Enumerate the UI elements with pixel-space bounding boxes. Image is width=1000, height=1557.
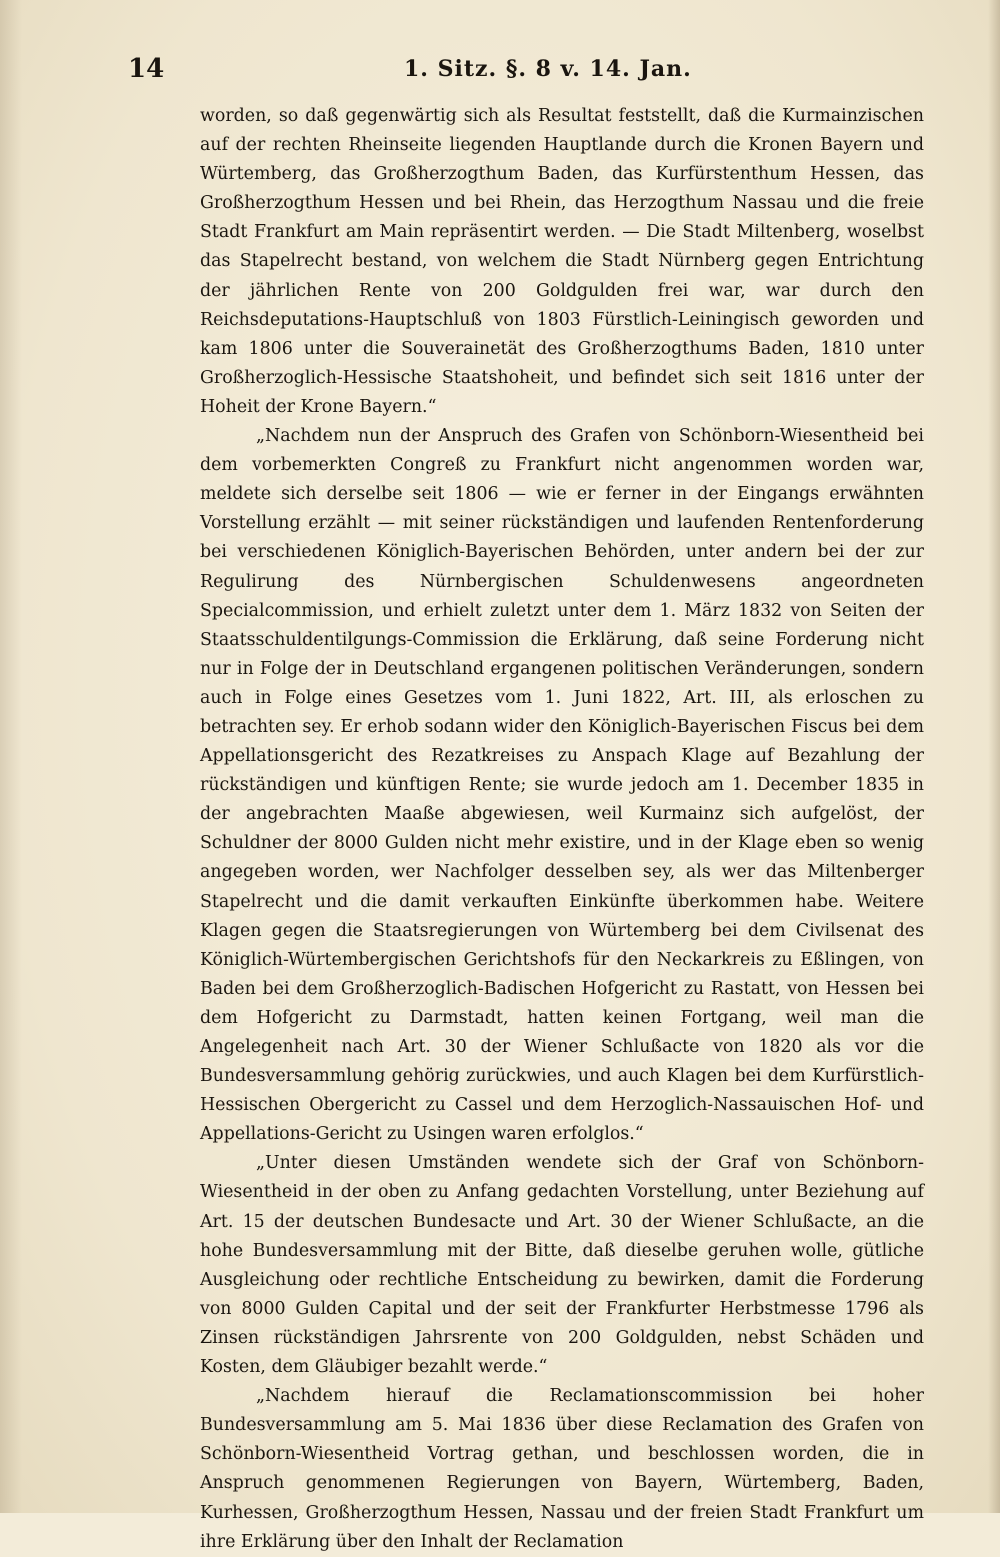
page-header [0,54,1000,94]
body-text [200,102,924,1557]
paragraph: „Nachdem hierauf die Reclamationscommission bei hoher Bundesversammlung am 5. Mai 1836 über diese Reclamation des Grafen von Schönborn-Wiesentheid Vortrag gethan, und beschlossen worden, die in Anspruch genommenen Regierungen von Bayern, Würtemberg, Baden, Kurhessen, Großherzogthum Hessen, Nassau und der freien Stadt Frankfurt um ihre Erklärung über den Inhalt der Reclamation [200,1386,924,1552]
paragraph: „Nachdem nun der Anspruch des Grafen von Schönborn-Wiesentheid bei dem vorbemerkten Congreß zu Frankfurt nicht angenommen worden war, meldete sich derselbe seit 1806 — wie er ferner in der Eingangs erwähnten Vorstellung erzählt — mit seiner rückständigen und laufenden Rentenforderung bei verschiedenen Königlich-Bayerischen Behörden, unter andern bei der zur Regulirung des Nürnbergischen Schuldenwesens angeordneten Specialcommission, und erhielt zuletzt unter dem 1. März 1832 von Seiten der Staatsschuldentilgungs-Commission die Erklärung, daß seine Forderung nicht nur in Folge der in Deutschland ergangenen politischen Veränderungen, sondern auch in Folge eines Gesetzes vom 1. Juni 1822, Art. III, als erloschen zu betrachten sey. Er erhob sodann wider den Königlich-Bayerischen Fiscus bei dem Appellationsgericht des Rezatkreises zu Anspach Klage auf Bezahlung der rückständigen und künftigen Rente; sie wurde jedoch am 1. December 1835 in der angebrachten Maaße abgewiesen, weil Kurmainz sich aufgelöst, der Schuldner der 8000 Gulden nicht mehr existire, und in der Klage eben so wenig angegeben worden, wer Nachfolger desselben sey, als wer das Miltenberger Stapelrecht und die damit verkauften Einkünfte überkommen habe. Weitere Klagen gegen die Staatsregierungen von Würtemberg bei dem Civilsenat des Königlich-Würtembergischen Gerichtshofs für den Neckarkreis zu Eßlingen, von Baden bei dem Großherzoglich-Badischen Hofgericht zu Rastatt, von Hessen bei dem Hofgericht zu Darmstadt, hatten keinen Fortgang, weil man die Angelegenheit nach Art. 30 der Wiener Schlußacte von 1820 als vor die Bundesversammlung gehörig zurückwies, und auch Klagen bei dem Kurfürstlich-Hessischen Obergericht zu Cassel und dem Herzoglich-Nassauischen Hof- und Appellations-Gericht zu Usingen waren erfolglos.“ [200,426,924,1145]
running-head: 1. Sitz. §. 8 v. 14. Jan. [404,56,692,82]
page-edge-shadow-left [0,0,22,1513]
page-number: 14 [128,54,165,84]
page-edge-shadow-right [988,0,1000,1513]
paragraph-continuation: worden, so daß gegenwärtig sich als Resultat feststellt, daß die Kurmainzischen auf der rechten Rheinseite liegenden Hauptlande durch die Kronen Bayern und Würtemberg, das Großherzogthum Baden, das Kurfürstenthum Hessen, das Großherzogthum Hessen und bei Rhein, das Herzogthum Nassau und die freie Stadt Frankfurt am Main repräsentirt werden. — Die Stadt Miltenberg, woselbst das Stapelrecht bestand, von welchem die Stadt Nürnberg gegen Entrichtung der jährlichen Rente von 200 Goldgulden frei war, war durch den Reichsdeputations-Hauptschluß von 1803 Fürstlich-Leiningisch geworden und kam 1806 unter die Souverainetät des Großherzogthums Baden, 1810 unter Großherzoglich-Hessische Staatshoheit, und befindet sich seit 1816 unter der Hoheit der Krone Bayern.“ [200,106,924,417]
paragraph: „Unter diesen Umständen wendete sich der Graf von Schönborn-Wiesentheid in der oben zu Anfang gedachten Vorstellung, unter Beziehung auf Art. 15 der deutschen Bundesacte und Art. 30 der Wiener Schlußacte, an die hohe Bundesversammlung mit der Bitte, daß dieselbe geruhen wolle, gütliche Ausgleichung oder rechtliche Entscheidung zu bewirken, damit die Forderung von 8000 Gulden Capital und der seit der Frankfurter Herbstmesse 1796 als Zinsen rückständigen Jahrsrente von 200 Goldgulden, nebst Schäden und Kosten, dem Gläubiger bezahlt werde.“ [200,1153,924,1378]
